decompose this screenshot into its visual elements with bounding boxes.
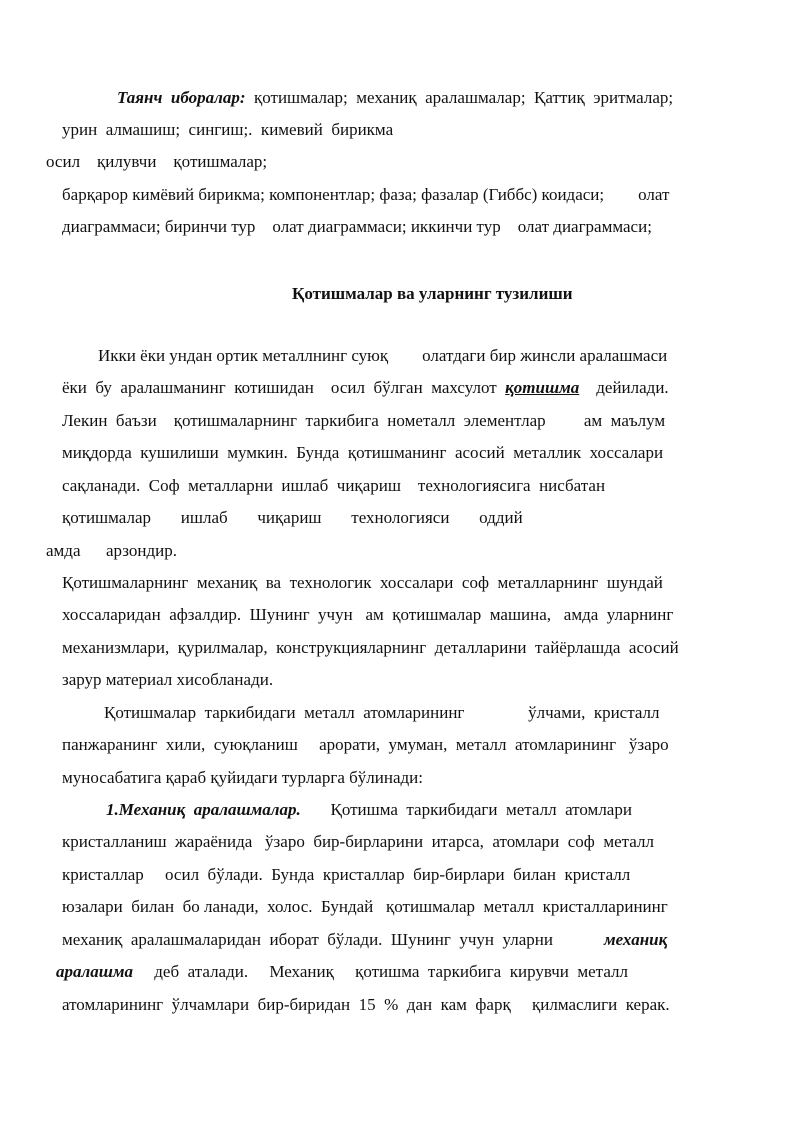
para4-line-5-text: механиқ аралашмаларидан иборат бўлади. Шунинг учун уларни [62, 930, 604, 949]
para3-line-1: Қотишмалар таркибидаги металл атомларининг ўлчами, кристалл [104, 703, 660, 722]
subsection-label: 1.Механиқ аралашмалар. [106, 800, 301, 819]
para2-line-2: хоссаларидан афзалдир. Шунинг учун ам қотишмалар машина, амда уларнинг [62, 605, 674, 624]
keywords-line-2: урин алмашиш; сингиш;. кимевий бирикма [62, 120, 394, 139]
para2-line-1: Қотишмаларнинг механиқ ва технологик хоссалари соф металларнинг шундай [62, 573, 663, 592]
para1-line-2-text: ёки бу аралашманинг котишидан осил бўлган махсулот [62, 378, 506, 397]
para4-line-6 [56, 961, 628, 983]
para1-line-3: Лекин баъзи қотишмаларнинг таркибига нометалл элементлар ам маълум [62, 411, 666, 430]
para4-line-1 [106, 799, 632, 821]
para1-line-5: сақланади. Соф металларни ишлаб чиқариш технологиясига нисбатан [62, 476, 606, 495]
para1-line-2 [62, 377, 669, 399]
para1-line-2-end: дейилади. [579, 378, 669, 397]
keywords-label: Таянч иборалар: [117, 88, 246, 107]
para3-line-2: панжаранинг хили, суюқланиш арорати, умуман, металл атомларининг ўзаро [62, 735, 669, 754]
para4-line-1-text: Қотишма таркибидаги металл атомлари [300, 800, 632, 819]
para2-line-3: механизмлари, қурилмалар, конструкцияларнинг деталларини тайёрлашда асосий [62, 638, 679, 657]
para4-line-6-text: деб аталади. Механиқ қотишма таркибига кирувчи металл [133, 962, 628, 981]
para4-line-4: юзалари билан бо ланади, холос. Бундай қотишмалар металл кристалларининг [62, 897, 668, 916]
para4-line-2: кристалланиш жараёнида ўзаро бир-бирларини итарса, атомлари соф металл [62, 832, 654, 851]
term-mixture: аралашма [56, 962, 134, 981]
para1-line-1: Икки ёки ундан ортик металлнинг суюқ олатдаги бир жинсли аралашмаси [98, 346, 668, 365]
para2-line-4: зарур материал хисобланади. [62, 670, 274, 689]
keywords-line-3: осил қилувчи қотишмалар; [46, 152, 268, 171]
term-mechanical: механиқ [603, 930, 668, 949]
term-alloy: қотишма [505, 378, 580, 397]
keywords-text: қотишмалар; механиқ аралашмалар; Қаттиқ эритмалар; [245, 88, 674, 107]
para4-line-5 [62, 929, 667, 951]
para3-line-3: муносабатига қараб қуйидаги турларга бўлинади: [62, 768, 423, 787]
keywords-line-1 [117, 87, 673, 109]
keywords-line-5: диаграммаси; биринчи тур олат диаграммаси; иккинчи тур олат диаграммаси; [62, 217, 652, 236]
para4-line-3: кристаллар осил бўлади. Бунда кристаллар бир-бирлари билан кристалл [62, 865, 631, 884]
section-heading: Қотишмалар ва уларнинг тузилиши [292, 284, 573, 303]
para4-line-7: атомларининг ўлчамлари бир-биридан 15 % дан кам фарқ қилмаслиги керак. [62, 995, 670, 1014]
para1-line-7: амда арзондир. [46, 541, 177, 560]
para1-line-6: қотишмалар ишлаб чиқариш технологияси оддий [62, 508, 523, 527]
keywords-line-4: барқарор кимёвий бирикма; компонентлар; фаза; фазалар (Гиббс) коидаси; олат [62, 185, 670, 204]
para1-line-4: миқдорда кушилиши мумкин. Бунда қотишманинг асосий металлик хоссалари [62, 443, 664, 462]
